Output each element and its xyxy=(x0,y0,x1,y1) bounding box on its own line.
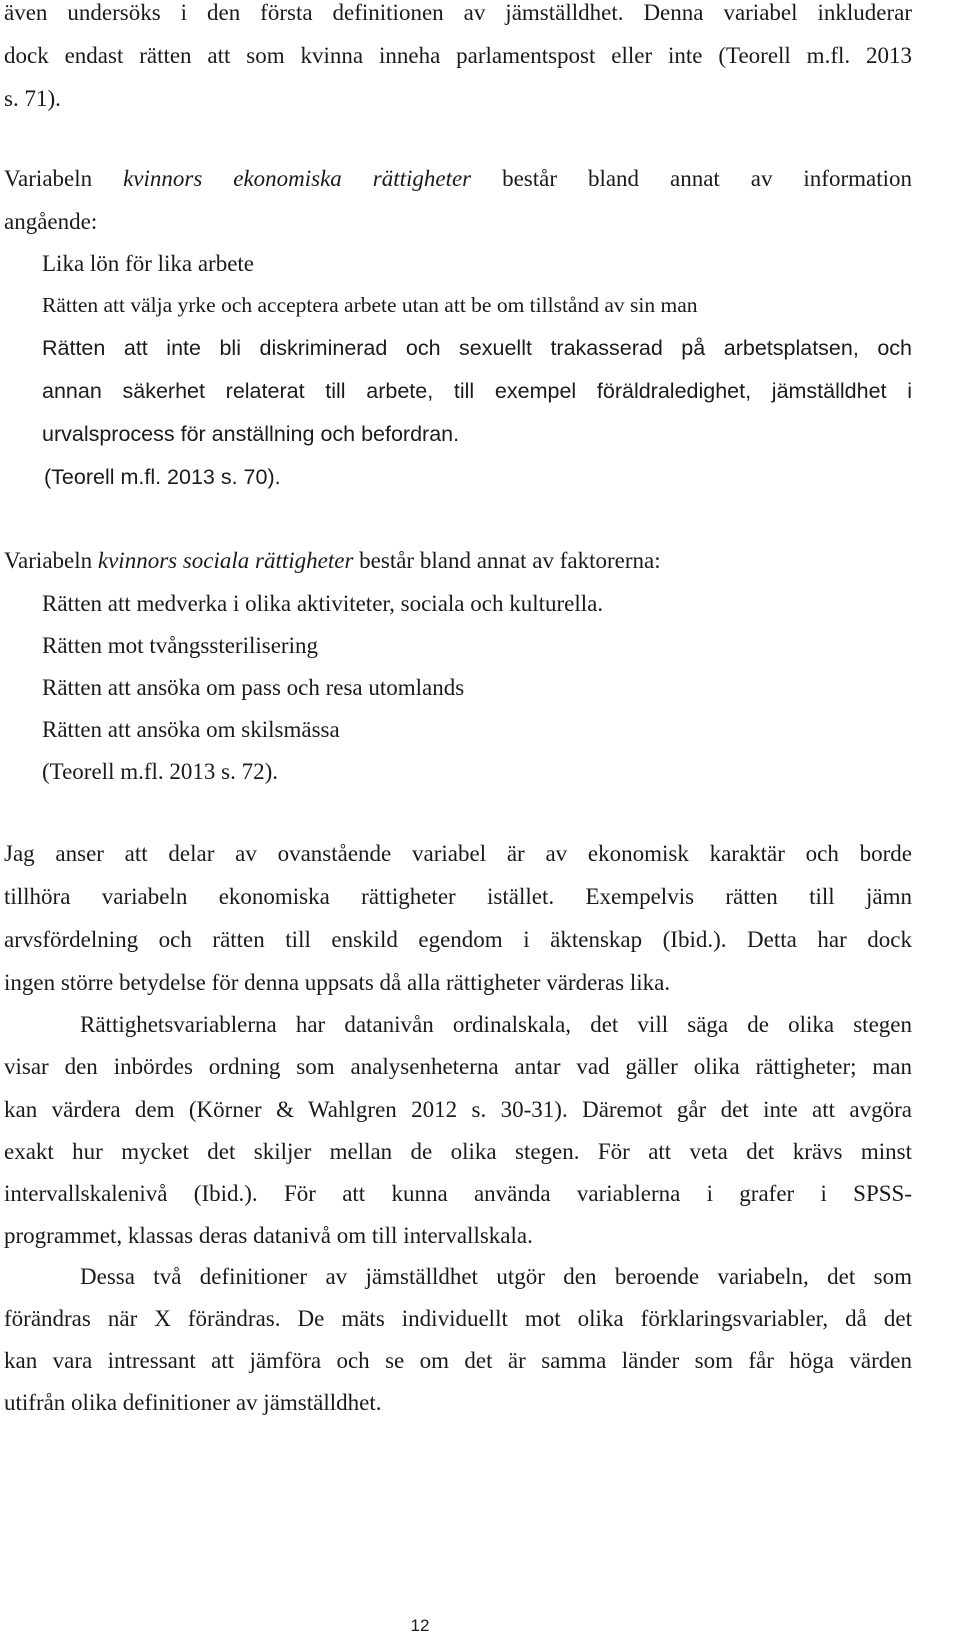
list-item: Rätten att medverka i olika aktiviteter, sociala och kulturella. xyxy=(42,591,604,616)
text-line: arvsfördelning och rätten till enskild egendom i äktenskap (Ibid.). Detta har dock xyxy=(4,927,912,952)
text-span: Variabeln xyxy=(4,548,98,573)
text-line: även undersöks i den första definitionen av jämställdhet. Denna variabel inkluderar xyxy=(4,0,912,25)
list-item: Rätten att inte bli diskriminerad och sexuellt trakasserad på arbetsplatsen, och xyxy=(42,336,912,360)
text-line: dock endast rätten att som kvinna inneha parlamentspost eller inte (Teorell m.fl. 2013 xyxy=(4,43,912,68)
variable-name: kvinnors ekonomiska rättigheter xyxy=(123,166,472,191)
citation: (Teorell m.fl. 2013 s. 70). xyxy=(44,465,281,489)
text-span: består bland annat av faktorerna: xyxy=(353,548,661,573)
page-number: 12 xyxy=(410,1616,430,1635)
list-item: urvalsprocess för anställning och befordran. xyxy=(42,422,460,446)
list-item: Rätten att ansöka om pass och resa utomlands xyxy=(42,675,465,700)
text-line: visar den inbördes ordning som analysenheterna antar vad gäller olika rättigheter; man xyxy=(4,1054,912,1079)
text-line: Rättighetsvariablerna har datanivån ordinalskala, det vill säga de olika stegen xyxy=(80,1012,912,1037)
list-item: annan säkerhet relaterat till arbete, till exempel föräldraledighet, jämställdhet i xyxy=(42,379,912,403)
text-line: Jag anser att delar av ovanstående variabel är av ekonomisk karaktär och borde xyxy=(4,841,912,866)
text-line: intervallskalenivå (Ibid.). För att kunna använda variablerna i grafer i SPSS- xyxy=(4,1181,912,1206)
text-line: angående: xyxy=(4,209,98,234)
text-span: Variabeln xyxy=(4,166,124,191)
text-line: utifrån olika definitioner av jämställdhet. xyxy=(4,1390,382,1415)
text-span: består bland annat av information xyxy=(471,166,912,191)
text-line: exakt hur mycket det skiljer mellan de olika stegen. För att veta det krävs minst xyxy=(4,1139,912,1164)
text-line: kan vara intressant att jämföra och se om det är samma länder som får höga värden xyxy=(4,1348,912,1373)
text-line: kan värdera dem (Körner & Wahlgren 2012 s. 30-31). Däremot går det inte att avgöra xyxy=(4,1097,912,1122)
text-line: s. 71). xyxy=(4,86,61,111)
text-line: förändras när X förändras. De mäts individuellt mot olika förklaringsvariabler, då det xyxy=(4,1306,912,1331)
text-line: tillhöra variabeln ekonomiska rättigheter istället. Exempelvis rätten till jämn xyxy=(4,884,912,909)
text-line xyxy=(4,548,661,574)
variable-name: kvinnors sociala rättigheter xyxy=(97,548,354,573)
text-line: Dessa två definitioner av jämställdhet utgör den beroende variabeln, det som xyxy=(80,1264,912,1289)
list-item: Rätten att ansöka om skilsmässa xyxy=(42,717,340,742)
text-line: programmet, klassas deras datanivå om till intervallskala. xyxy=(4,1223,533,1248)
list-item: Lika lön för lika arbete xyxy=(42,251,255,276)
text-line xyxy=(4,166,912,192)
list-item: Rätten mot tvångssterilisering xyxy=(42,633,318,658)
list-item: Rätten att välja yrke och acceptera arbete utan att be om tillstånd av sin man xyxy=(42,293,698,317)
text-line: ingen större betydelse för denna uppsats då alla rättigheter värderas lika. xyxy=(4,970,671,995)
citation: (Teorell m.fl. 2013 s. 72). xyxy=(42,759,279,784)
